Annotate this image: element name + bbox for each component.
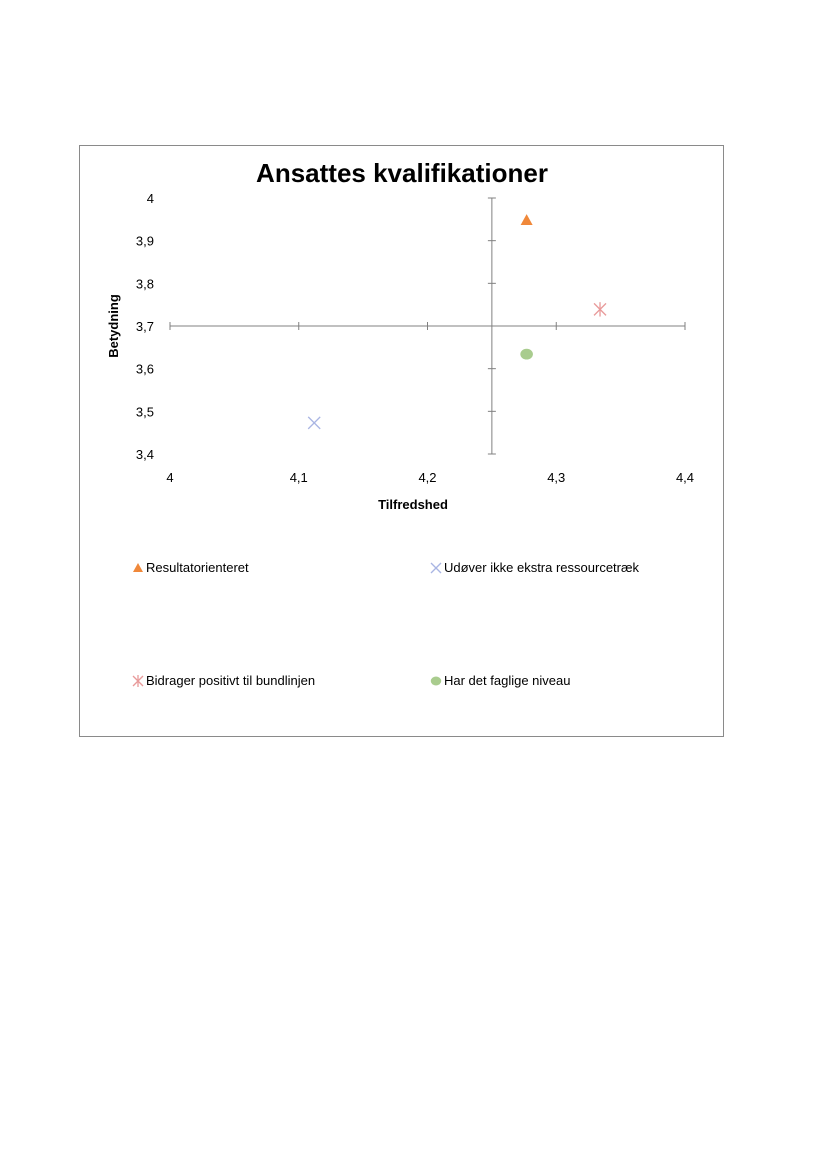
y-tick-label: 3,8	[135, 276, 154, 292]
legend-marker-triangle	[133, 563, 143, 572]
legend-item-bidrager-positivt	[133, 673, 315, 688]
legend-label: Har det faglige niveau	[444, 673, 571, 688]
legend-symbol-circle	[431, 677, 442, 686]
x-tick-label: 4,2	[418, 470, 437, 485]
x-tick-label: 4,4	[675, 470, 695, 485]
legend	[133, 560, 640, 688]
legend-label: Resultatorienteret	[146, 560, 249, 575]
y-tick-label: 3,6	[135, 361, 154, 377]
x-tick-labels	[166, 470, 694, 485]
x-tick-label: 4,1	[289, 470, 308, 485]
legend-item-resultatorienteret	[133, 560, 249, 575]
legend-symbol-triangle	[133, 563, 143, 572]
data-point-triangle	[521, 214, 533, 225]
y-tick-labels	[136, 191, 154, 462]
x-tick-label: 4,3	[547, 470, 566, 485]
axes	[170, 198, 685, 454]
legend-marker-x	[431, 563, 441, 573]
y-tick-label: 3,4	[135, 447, 154, 462]
data-points	[308, 214, 606, 429]
y-tick-label: 3,9	[135, 233, 154, 249]
data-point-asterisk	[594, 302, 606, 316]
legend-label: Udøver ikke ekstra ressourcetræk	[444, 560, 640, 575]
x-axis-title: Tilfredshed	[378, 497, 448, 512]
y-axis-title: Betydning	[106, 294, 121, 358]
data-point-x	[308, 417, 320, 429]
legend-marker-circle	[431, 677, 442, 686]
y-tick-label: 3,5	[135, 404, 154, 420]
y-tick-label: 4	[146, 191, 154, 206]
chart-title: Ansattes kvalifikationer	[256, 158, 548, 188]
y-tick-label: 3,7	[135, 319, 154, 334]
legend-label: Bidrager positivt til bundlinjen	[146, 673, 316, 688]
data-point-circle	[520, 349, 533, 360]
legend-marker-asterisk	[133, 675, 143, 687]
legend-symbol-x	[431, 563, 441, 573]
legend-symbol-asterisk	[133, 675, 143, 687]
legend-item-udover-ikke-ekstra-ressourcetraek	[431, 560, 640, 575]
legend-item-har-det-faglige-niveau	[431, 673, 571, 688]
x-tick-label: 4	[166, 470, 174, 485]
